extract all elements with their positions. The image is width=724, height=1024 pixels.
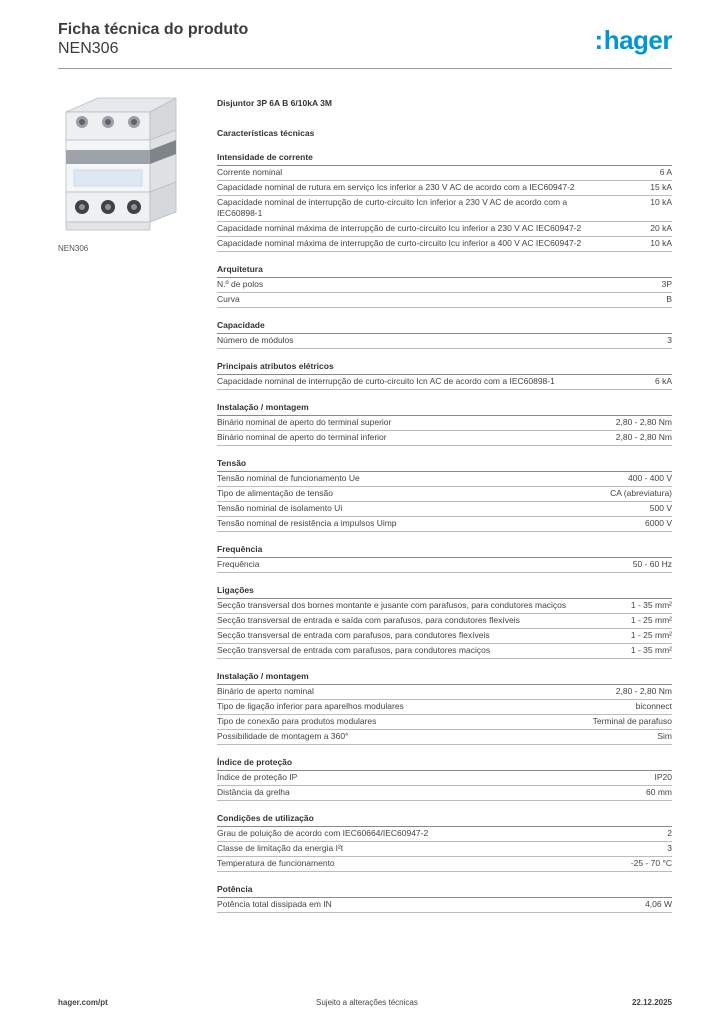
spec-value: Sim xyxy=(657,731,672,741)
spec-section xyxy=(217,263,672,308)
spec-section xyxy=(217,457,672,532)
spec-row xyxy=(217,222,672,237)
spec-value: 2,80 - 2,80 Nm xyxy=(615,686,672,696)
spec-value: 1 - 25 mm² xyxy=(630,630,672,640)
spec-value: 10 kA xyxy=(650,197,672,207)
spec-row xyxy=(217,771,672,786)
spec-value: 400 - 400 V xyxy=(628,473,672,483)
spec-section xyxy=(217,883,672,913)
spec-value: 3 xyxy=(667,843,672,853)
spec-label: Curva xyxy=(217,294,240,304)
spec-row xyxy=(217,842,672,857)
section-title: Principais atributos elétricos xyxy=(217,360,672,375)
spec-row xyxy=(217,334,672,349)
spec-label: Binário de aperto nominal xyxy=(217,686,314,696)
spec-label: Distância da grelha xyxy=(217,787,290,797)
spec-label: Tipo de conexão para produtos modulares xyxy=(217,716,377,726)
spec-content xyxy=(217,96,672,913)
spec-section xyxy=(217,584,672,659)
spec-label: Corrente nominal xyxy=(217,167,283,177)
image-caption: NEN306 xyxy=(58,244,89,253)
spec-label: Tipo de ligação inferior para aparelhos modulares xyxy=(217,701,404,711)
spec-label: Secção transversal de entrada com parafusos, para condutores flexíveis xyxy=(217,630,490,640)
header-divider xyxy=(58,68,672,69)
spec-row xyxy=(217,730,672,745)
spec-value: 50 - 60 Hz xyxy=(632,559,672,569)
spec-label: Binário nominal de aperto do terminal inferior xyxy=(217,432,387,442)
spec-row xyxy=(217,786,672,801)
spec-row xyxy=(217,431,672,446)
spec-row xyxy=(217,472,672,487)
spec-value: 3P xyxy=(661,279,672,289)
spec-section xyxy=(217,756,672,801)
section-title: Tensão xyxy=(217,457,672,472)
spec-label: Tensão nominal de resistência a impulsos Uimp xyxy=(217,518,397,528)
spec-value: CA (abreviatura) xyxy=(610,488,672,498)
spec-section xyxy=(217,670,672,745)
page-header xyxy=(58,20,672,70)
spec-section xyxy=(217,151,672,252)
spec-value: biconnect xyxy=(635,701,672,711)
spec-section xyxy=(217,543,672,573)
spec-label: N.º de polos xyxy=(217,279,264,289)
section-title: Intensidade de corrente xyxy=(217,151,672,166)
spec-row xyxy=(217,685,672,700)
spec-section xyxy=(217,319,672,349)
spec-label: Temperatura de funcionamento xyxy=(217,858,335,868)
spec-label: Binário nominal de aperto do terminal superior xyxy=(217,417,392,427)
spec-label: Secção transversal dos bornes montante e jusante com parafusos, para condutores maciços xyxy=(217,600,567,610)
spec-row xyxy=(217,857,672,872)
spec-row xyxy=(217,700,672,715)
spec-value: 20 kA xyxy=(650,223,672,233)
section-title: Instalação / montagem xyxy=(217,401,672,416)
spec-label: Capacidade nominal máxima de interrupção de curto-circuito Icu inferior a 230 V AC IEC60947-2 xyxy=(217,223,582,233)
spec-label: Tensão nominal de funcionamento Ue xyxy=(217,473,360,483)
hager-logo: :hager xyxy=(594,25,672,55)
spec-row xyxy=(217,599,672,614)
spec-row xyxy=(217,278,672,293)
footer-date: 22.12.2025 xyxy=(631,998,672,1007)
spec-label: Secção transversal de entrada com parafusos, para condutores maciços xyxy=(217,645,491,655)
section-title: Instalação / montagem xyxy=(217,670,672,685)
section-title: Índice de proteção xyxy=(217,756,672,771)
spec-row xyxy=(217,375,672,390)
spec-value: IP20 xyxy=(654,772,672,782)
product-image xyxy=(58,94,202,238)
spec-row xyxy=(217,614,672,629)
spec-value: 1 - 35 mm² xyxy=(630,600,672,610)
spec-row xyxy=(217,502,672,517)
spec-value: B xyxy=(666,294,672,304)
spec-row xyxy=(217,827,672,842)
spec-row xyxy=(217,416,672,431)
spec-label: Possibilidade de montagem a 360° xyxy=(217,731,349,741)
spec-value: 6 A xyxy=(659,167,672,177)
spec-row xyxy=(217,517,672,532)
spec-sections xyxy=(217,151,672,913)
spec-value: 500 V xyxy=(649,503,672,513)
spec-value: -25 - 70 °C xyxy=(630,858,672,868)
spec-value: 2 xyxy=(667,828,672,838)
section-title: Frequência xyxy=(217,543,672,558)
spec-value: 4,06 W xyxy=(645,899,672,909)
spec-label: Grau de poluição de acordo com IEC60664/IEC60947-2 xyxy=(217,828,429,838)
section-title: Condições de utilização xyxy=(217,812,672,827)
product-name: Disjuntor 3P 6A B 6/10kA 3M xyxy=(217,98,332,108)
section-title: Capacidade xyxy=(217,319,672,334)
spec-row xyxy=(217,629,672,644)
spec-value: 6000 V xyxy=(645,518,672,528)
spec-row xyxy=(217,181,672,196)
spec-row xyxy=(217,237,672,252)
logo-text: hager xyxy=(603,25,672,55)
product-reference: NEN306 xyxy=(58,40,119,57)
spec-label: Capacidade nominal de interrupção de curto-circuito Icn inferior a 230 V AC de acordo com a IEC60898-1 xyxy=(217,197,568,218)
spec-row xyxy=(217,558,672,573)
section-title: Potência xyxy=(217,883,672,898)
spec-label: Classe de limitação da energia I²t xyxy=(217,843,344,853)
spec-row xyxy=(217,644,672,659)
spec-label: Capacidade nominal de rutura em serviço Ics inferior a 230 V AC de acordo com a IEC60947-2 xyxy=(217,182,575,192)
spec-label: Tipo de alimentação de tensão xyxy=(217,488,333,498)
spec-value: Terminal de parafuso xyxy=(592,716,672,726)
spec-label: Potência total dissipada em IN xyxy=(217,899,332,909)
spec-section xyxy=(217,812,672,872)
footer-notice: Sujeito a alterações técnicas xyxy=(316,998,418,1007)
spec-section xyxy=(217,401,672,446)
spec-row xyxy=(217,715,672,730)
spec-row xyxy=(217,166,672,181)
spec-row xyxy=(217,293,672,308)
spec-label: Secção transversal de entrada e saída com parafusos, para condutores flexíveis xyxy=(217,615,520,625)
spec-label: Tensão nominal de isolamento Ui xyxy=(217,503,343,513)
spec-value: 2,80 - 2,80 Nm xyxy=(615,432,672,442)
section-title: Arquitetura xyxy=(217,263,672,278)
spec-value: 6 kA xyxy=(654,376,672,386)
spec-value: 2,80 - 2,80 Nm xyxy=(615,417,672,427)
section-title: Ligações xyxy=(217,584,672,599)
spec-label: Capacidade nominal de interrupção de curto-circuito Icn AC de acordo com a IEC60898-1 xyxy=(217,376,555,386)
spec-value: 10 kA xyxy=(650,238,672,248)
spec-value: 3 xyxy=(667,335,672,345)
spec-value: 60 mm xyxy=(646,787,672,797)
spec-value: 1 - 35 mm² xyxy=(630,645,672,655)
spec-label: Capacidade nominal máxima de interrupção de curto-circuito Icu inferior a 400 V AC IEC60947-2 xyxy=(217,238,582,248)
spec-label: Número de módulos xyxy=(217,335,294,345)
spec-value: 15 kA xyxy=(650,182,672,192)
characteristics-heading: Características técnicas xyxy=(217,128,315,138)
spec-label: Índice de proteção IP xyxy=(217,772,298,782)
footer-website: hager.com/pt xyxy=(58,998,108,1007)
spec-value: 1 - 25 mm² xyxy=(630,615,672,625)
page-title: Ficha técnica do produto xyxy=(58,21,249,38)
spec-row xyxy=(217,898,672,913)
spec-row xyxy=(217,196,672,222)
spec-label: Frequência xyxy=(217,559,260,569)
spec-row xyxy=(217,487,672,502)
spec-section xyxy=(217,360,672,390)
